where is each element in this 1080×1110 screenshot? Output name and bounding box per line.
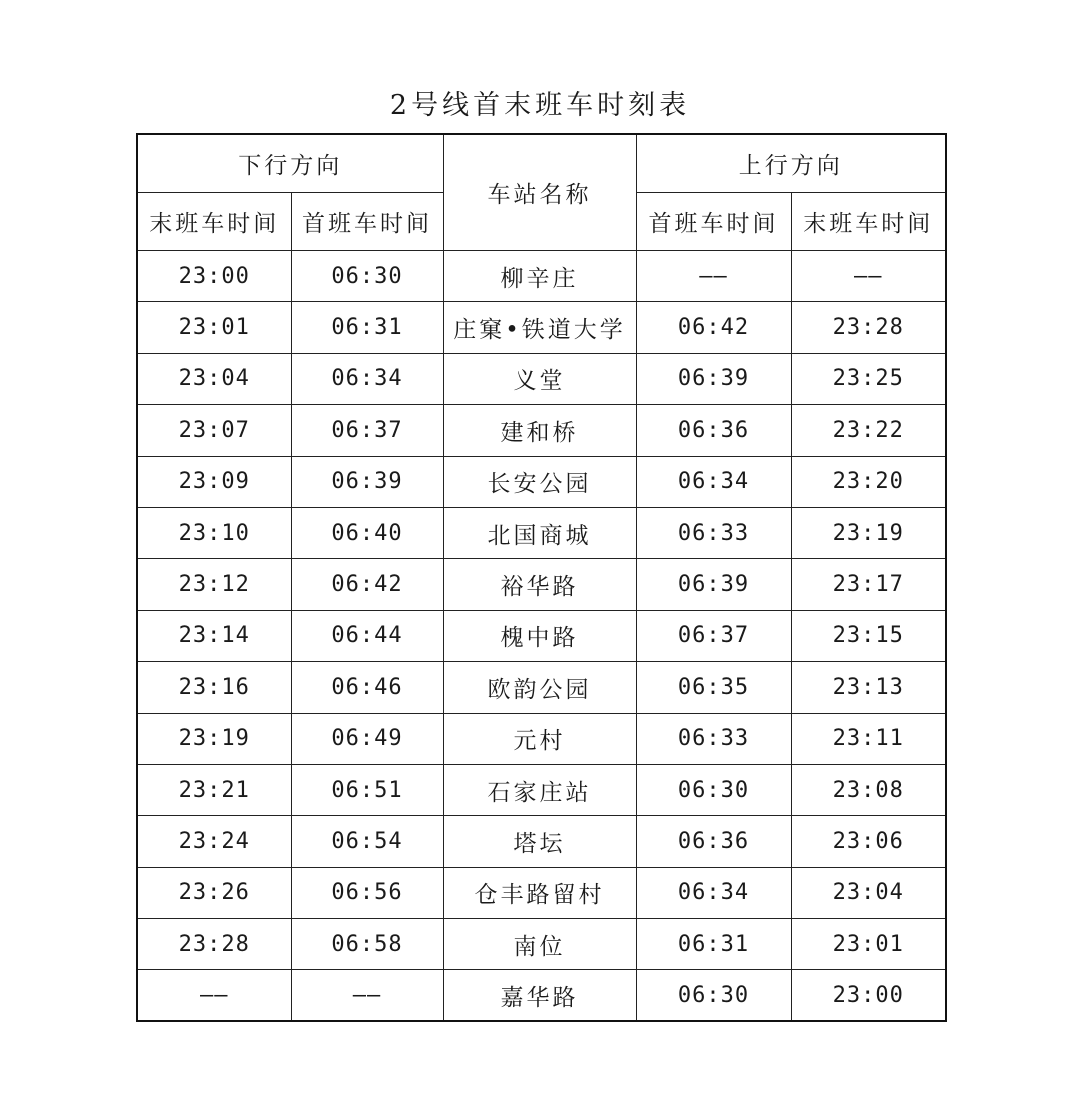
table-row xyxy=(137,764,946,815)
down-last-time: —— xyxy=(137,970,291,1021)
station-name: 建和桥 xyxy=(443,405,636,456)
down-first-time: 06:54 xyxy=(291,816,443,867)
page-title: 2号线首末班车时刻表 xyxy=(389,90,691,121)
station-name: 槐中路 xyxy=(443,610,636,661)
station-name: 柳辛庄 xyxy=(443,251,636,302)
up-first-time: 06:37 xyxy=(636,610,791,661)
down-first-time: 06:46 xyxy=(291,662,443,713)
table-row xyxy=(137,507,946,558)
up-last-time: 23:13 xyxy=(791,662,946,713)
down-first-time: 06:40 xyxy=(291,507,443,558)
up-last-time: 23:19 xyxy=(791,507,946,558)
up-first-time: 06:39 xyxy=(636,353,791,404)
up-first-time: 06:34 xyxy=(636,456,791,507)
header-up-first-train: 首班车时间 xyxy=(636,193,791,251)
table-row xyxy=(137,610,946,661)
table-row xyxy=(137,302,946,353)
up-last-time: 23:04 xyxy=(791,867,946,918)
down-first-time: 06:37 xyxy=(291,405,443,456)
down-last-time: 23:14 xyxy=(137,610,291,661)
down-first-time: 06:44 xyxy=(291,610,443,661)
down-first-time: 06:51 xyxy=(291,764,443,815)
table-row xyxy=(137,867,946,918)
down-first-time: 06:39 xyxy=(291,456,443,507)
up-last-time: 23:06 xyxy=(791,816,946,867)
up-first-time: 06:35 xyxy=(636,662,791,713)
down-last-time: 23:16 xyxy=(137,662,291,713)
station-name: 庄窠•铁道大学 xyxy=(443,302,636,353)
up-last-time: 23:22 xyxy=(791,405,946,456)
station-name: 欧韵公园 xyxy=(443,662,636,713)
up-last-time: 23:25 xyxy=(791,353,946,404)
up-first-time: —— xyxy=(636,251,791,302)
down-first-time: 06:30 xyxy=(291,251,443,302)
station-name: 长安公园 xyxy=(443,456,636,507)
up-first-time: 06:36 xyxy=(636,816,791,867)
down-last-time: 23:12 xyxy=(137,559,291,610)
down-first-time: 06:34 xyxy=(291,353,443,404)
table-row xyxy=(137,251,946,302)
station-name: 裕华路 xyxy=(443,559,636,610)
down-first-time: 06:31 xyxy=(291,302,443,353)
down-last-time: 23:28 xyxy=(137,919,291,970)
table-row xyxy=(137,559,946,610)
up-first-time: 06:30 xyxy=(636,970,791,1021)
down-first-time: 06:49 xyxy=(291,713,443,764)
down-last-time: 23:07 xyxy=(137,405,291,456)
station-name: 南位 xyxy=(443,919,636,970)
down-first-time: 06:58 xyxy=(291,919,443,970)
table-row xyxy=(137,713,946,764)
up-last-time: 23:28 xyxy=(791,302,946,353)
down-last-time: 23:04 xyxy=(137,353,291,404)
up-last-time: 23:11 xyxy=(791,713,946,764)
table-row xyxy=(137,970,946,1021)
table-row xyxy=(137,816,946,867)
header-station-name: 车站名称 xyxy=(443,134,636,251)
up-first-time: 06:36 xyxy=(636,405,791,456)
header-down-last-train: 末班车时间 xyxy=(137,193,291,251)
up-first-time: 06:31 xyxy=(636,919,791,970)
station-name: 元村 xyxy=(443,713,636,764)
header-up-last-train: 末班车时间 xyxy=(791,193,946,251)
station-name: 石家庄站 xyxy=(443,764,636,815)
up-first-time: 06:39 xyxy=(636,559,791,610)
station-name: 北国商城 xyxy=(443,507,636,558)
up-first-time: 06:34 xyxy=(636,867,791,918)
down-last-time: 23:19 xyxy=(137,713,291,764)
up-first-time: 06:30 xyxy=(636,764,791,815)
station-name: 嘉华路 xyxy=(443,970,636,1021)
down-first-time: 06:56 xyxy=(291,867,443,918)
down-last-time: 23:00 xyxy=(137,251,291,302)
up-first-time: 06:33 xyxy=(636,507,791,558)
up-last-time: 23:01 xyxy=(791,919,946,970)
station-name: 塔坛 xyxy=(443,816,636,867)
down-last-time: 23:26 xyxy=(137,867,291,918)
header-down-direction: 下行方向 xyxy=(137,134,443,193)
up-last-time: 23:08 xyxy=(791,764,946,815)
table-row xyxy=(137,405,946,456)
table-row xyxy=(137,353,946,404)
up-first-time: 06:33 xyxy=(636,713,791,764)
up-first-time: 06:42 xyxy=(636,302,791,353)
down-last-time: 23:21 xyxy=(137,764,291,815)
station-name: 义堂 xyxy=(443,353,636,404)
up-last-time: 23:17 xyxy=(791,559,946,610)
up-last-time: —— xyxy=(791,251,946,302)
down-first-time: 06:42 xyxy=(291,559,443,610)
down-last-time: 23:10 xyxy=(137,507,291,558)
header-up-direction: 上行方向 xyxy=(636,134,946,193)
header-down-first-train: 首班车时间 xyxy=(291,193,443,251)
up-last-time: 23:00 xyxy=(791,970,946,1021)
station-name: 仓丰路留村 xyxy=(443,867,636,918)
table-row xyxy=(137,919,946,970)
timetable-body xyxy=(137,251,946,1022)
down-last-time: 23:09 xyxy=(137,456,291,507)
down-first-time: —— xyxy=(291,970,443,1021)
table-row xyxy=(137,456,946,507)
down-last-time: 23:01 xyxy=(137,302,291,353)
down-last-time: 23:24 xyxy=(137,816,291,867)
up-last-time: 23:20 xyxy=(791,456,946,507)
timetable xyxy=(136,133,947,1022)
table-row xyxy=(137,662,946,713)
up-last-time: 23:15 xyxy=(791,610,946,661)
